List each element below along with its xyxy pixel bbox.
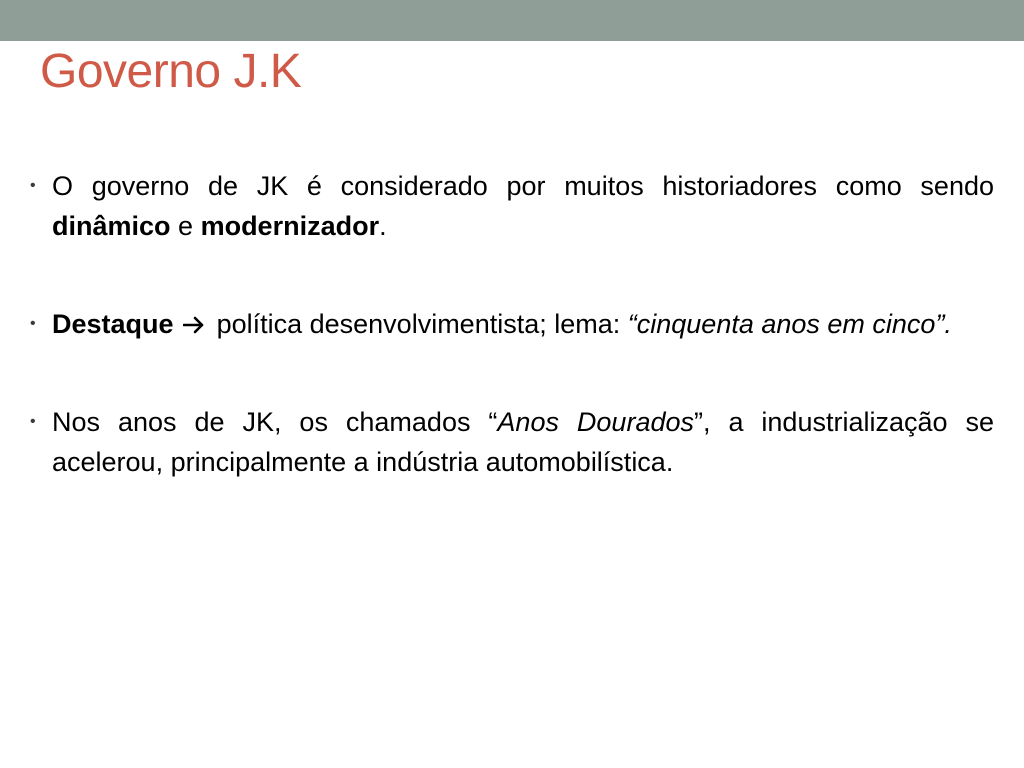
arrow-right-icon <box>183 316 205 334</box>
bullet-icon: • <box>30 413 36 430</box>
bullet-icon: • <box>30 177 36 194</box>
bullet-list <box>30 166 994 540</box>
header-band <box>0 0 1024 41</box>
bullet-item-anos-dourados <box>30 402 994 482</box>
bullet-text: ”, a industrialização se acelerou, principalmente a indústria automobilística. <box>52 407 994 477</box>
bullet-text: Nos anos de JK, os chamados “ <box>52 407 498 437</box>
bullet-text: O governo de JK é considerado por muitos historiadores como sendo <box>52 171 994 201</box>
emphasis-modernizador: modernizador <box>200 211 380 241</box>
emphasis-dinamico: dinâmico <box>52 211 171 241</box>
slide-title: Governo J.K <box>40 45 302 98</box>
bullet-text: e <box>170 211 201 241</box>
bullet-icon: • <box>30 315 36 332</box>
bullet-text: . <box>379 211 387 241</box>
emphasis-destaque: Destaque <box>52 309 174 339</box>
bullet-item-governo <box>30 166 994 246</box>
emphasis-anos-dourados: Anos Dourados <box>497 407 694 437</box>
bullet-text: política desenvolvimentista; lema: <box>209 309 628 339</box>
bullet-item-destaque <box>30 304 994 344</box>
motto-quote: “cinquenta anos em cinco”. <box>627 309 952 339</box>
